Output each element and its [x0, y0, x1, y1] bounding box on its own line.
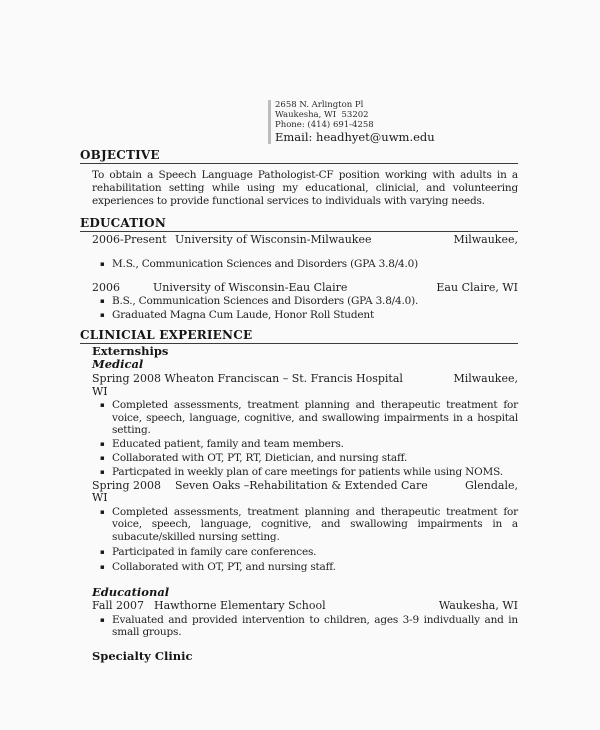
medical-entry-2-date: Spring 2008: [92, 478, 161, 492]
education-entry-1-date: 2006-Present: [92, 233, 167, 246]
square-bullet-icon: ▪: [100, 547, 105, 556]
education-entry-2-row: [92, 282, 518, 295]
medical-subheading: Medical: [92, 356, 144, 371]
education-entry-1-bullet-1: M.S., Communication Sciences and Disorders (GPA 3.8/4.0): [112, 257, 419, 270]
square-bullet-icon: ▪: [100, 297, 105, 305]
medical-entry-1-bullet-4: Particpated in weekly plan of care meetings for patients while using NOMS.: [112, 465, 503, 478]
list-item: [100, 438, 518, 451]
education-entry-2-bullet-2: Graduated Magna Cum Laude, Honor Roll Student: [112, 309, 374, 321]
list-item: [100, 466, 518, 479]
email-line: Email: headhyet@uwm.edu: [275, 130, 435, 144]
contact-block: [268, 100, 435, 144]
educational-entry-1-institution: Hawthorne Elementary School: [154, 599, 326, 613]
square-bullet-icon: ▪: [100, 562, 105, 571]
medical-entry-2-location-wrap: WI: [92, 491, 108, 505]
square-bullet-icon: ▪: [100, 311, 105, 319]
address-line-1: 2658 N. Arlington Pl: [275, 100, 364, 110]
educational-entry-1-row: [92, 600, 518, 613]
list-item: [100, 546, 518, 559]
list-item: [100, 295, 518, 308]
educational-subheading: Educational: [92, 584, 170, 599]
education-entry-1-location: Milwaukee,: [453, 233, 518, 246]
phone-line: Phone: (414) 691-4258: [275, 120, 374, 130]
list-item: [100, 614, 518, 639]
square-bullet-icon: ▪: [100, 467, 105, 476]
medical-entry-2-bullet-2: Participated in family care conferences.: [112, 545, 317, 558]
specialty-clinic-subheading: Specialty Clinic: [92, 648, 193, 663]
square-bullet-icon: ▪: [100, 401, 105, 409]
medical-entry-1-location-wrap: WI: [92, 384, 108, 398]
square-bullet-icon: ▪: [100, 439, 105, 448]
list-item: [100, 258, 518, 271]
medical-entry-1-bullet-1: Completed assessments, treatment planning and therapeutic treatment for voice, speech, language, cognitive, and swallowing impairments in a hospital setting.: [112, 399, 518, 437]
resume-body: [80, 149, 518, 662]
medical-entry-1-title: Spring 2008 Wheaton Franciscan – St. Francis Hospital: [92, 372, 403, 385]
square-bullet-icon: ▪: [100, 507, 105, 516]
medical-entry-2-bullet-1: Completed assessments, treatment planning and therapeutic treatment for voice, speech, language, cognitive, and swallowing impairments in a subacute/skilled nursing setting.: [112, 505, 518, 543]
medical-entry-2-row: [92, 480, 518, 493]
medical-entry-2-location: Glendale,: [464, 478, 518, 492]
objective-heading: OBJECTIVE: [80, 149, 518, 164]
medical-entry-1-location: Milwaukee,: [453, 372, 518, 385]
list-item: [100, 561, 518, 574]
medical-entry-2-institution: Seven Oaks –Rehabilitation & Extended Care: [175, 478, 428, 492]
educational-entry-1-bullet-1: Evaluated and provided intervention to children, ages 3-9 indivdually and in small groups.: [112, 613, 518, 639]
education-heading: EDUCATION: [80, 217, 518, 232]
list-item: [100, 452, 518, 465]
list-item: [100, 309, 518, 322]
education-entry-2-date: 2006: [92, 280, 120, 294]
education-entry-1-row: [92, 234, 518, 247]
education-entry-1-institution: University of Wisconsin-Milwaukee: [175, 233, 372, 246]
education-entry-2-bullet-1: B.S., Communication Sciences and Disorders (GPA 3.8/4.0).: [112, 295, 419, 307]
education-entry-2-location: Eau Claire, WI: [436, 280, 518, 294]
list-item: [100, 506, 518, 544]
medical-entry-1-bullet-2: Educated patient, family and team members.: [112, 437, 344, 450]
clinical-experience-heading: CLINICIAL EXPERIENCE: [80, 329, 518, 344]
medical-entry-2-bullet-3: Collaborated with OT, PT, and nursing staff.: [112, 560, 336, 573]
educational-entry-1-location: Waukesha, WI: [438, 599, 518, 613]
square-bullet-icon: ▪: [100, 615, 105, 624]
educational-entry-1-date: Fall 2007: [92, 599, 144, 613]
externships-subheading: Externships: [92, 344, 169, 358]
address-line-2: Waukesha, WI 53202: [275, 110, 369, 120]
education-entry-2-institution: University of Wisconsin-Eau Claire: [153, 280, 348, 294]
medical-entry-1-row: [92, 373, 518, 386]
square-bullet-icon: ▪: [100, 453, 105, 462]
objective-text: To obtain a Speech Language Pathologist-CF position working with adults in a rehabilitation setting while using my educational, clinicial, and volunteering experiences to provide functional services to individuals with varying needs.: [92, 169, 518, 207]
medical-entry-1-bullet-3: Collaborated with OT, PT, RT, Dietician, and nursing staff.: [112, 451, 408, 464]
square-bullet-icon: ▪: [100, 259, 105, 268]
list-item: [100, 399, 518, 437]
